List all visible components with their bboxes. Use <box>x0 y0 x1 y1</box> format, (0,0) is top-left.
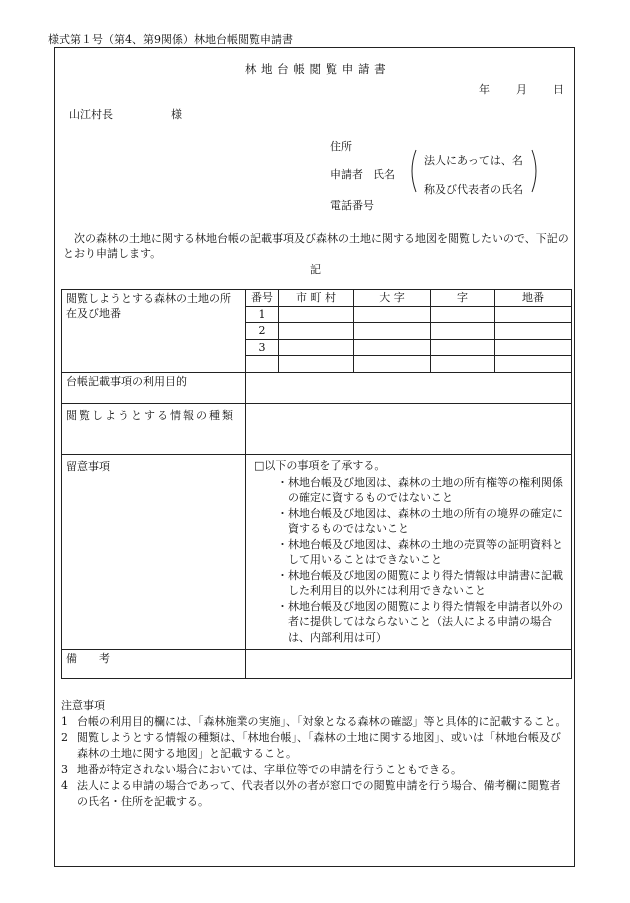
header-city: 市 町 村 <box>279 290 354 307</box>
note-item: ・林地台帳及び地図の閲覧により得た情報を申請者以外の者に提供してはならないこと（法人による申請の場合は、内部利用は可） <box>277 599 563 644</box>
oaza-field[interactable] <box>354 306 431 323</box>
corp-note-line-2: 称及び代表者の氏名 <box>424 183 523 196</box>
applicant-line <box>330 166 395 182</box>
header-oaza: 大 字 <box>354 290 431 307</box>
caution-item: 2 閲覧しようとする情報の種類は、「林地台帳」、「森林の土地に関する地図」、或いは「林地台帳及び森林の土地に関する地図」と記載すること。 <box>61 731 561 760</box>
remarks-label: 備 考 <box>62 650 246 679</box>
address-label: 住所 <box>330 140 352 153</box>
phone-label: 電話番号 <box>330 199 374 212</box>
ki-label: 記 <box>310 263 321 276</box>
application-form <box>54 47 575 867</box>
city-field[interactable] <box>279 356 354 373</box>
notes-list <box>246 455 572 650</box>
notes-label: 留意事項 <box>62 455 246 650</box>
year-label: 年 <box>479 83 490 96</box>
corp-note-line-1: 法人にあっては、名 <box>424 154 523 167</box>
purpose-field[interactable] <box>246 373 572 404</box>
day-label: 日 <box>553 83 564 96</box>
info-type-label: 閲覧しようとする情報の種類 <box>62 404 246 455</box>
request-statement: 次の森林の土地に関する林地台帳の記載事項及び森林の土地に関する地図を閲覧したいので、下記のとおり申請します。 <box>63 232 569 260</box>
row-number: 3 <box>246 339 279 356</box>
info-type-field[interactable] <box>246 404 572 455</box>
oaza-field[interactable] <box>354 356 431 373</box>
aza-field[interactable] <box>431 356 495 373</box>
oaza-field[interactable] <box>354 323 431 340</box>
note-item: ・林地台帳及び地図は、森林の土地の所有の境界の確定に資するものではないこと <box>277 506 563 535</box>
caution-item: 1 台帳の利用目的欄には、「森林施業の実施」、「対象となる森林の確認」等と具体的に記載すること。 <box>61 715 567 728</box>
cautions-title: 注意事項 <box>61 699 105 712</box>
name-label: 氏名 <box>373 168 395 181</box>
row-number <box>246 356 279 373</box>
addressee-name: 山江村長 <box>69 108 113 121</box>
chiban-field[interactable] <box>495 339 572 356</box>
city-field[interactable] <box>279 339 354 356</box>
agree-checkbox-line[interactable]: □以下の事項を了承する。 <box>254 459 386 472</box>
header-aza: 字 <box>431 290 495 307</box>
oaza-field[interactable] <box>354 339 431 356</box>
header-no: 番号 <box>246 290 279 307</box>
form-title: 林 地 台 帳 閲 覧 申 請 書 <box>244 62 387 76</box>
aza-field[interactable] <box>431 339 495 356</box>
city-field[interactable] <box>279 323 354 340</box>
location-label: 閲覧しようとする森林の土地の所在及び地番 <box>62 290 246 373</box>
applicant-label: 申請者 <box>330 168 363 181</box>
aza-field[interactable] <box>431 323 495 340</box>
note-item: ・林地台帳及び地図は、森林の土地の売買等の証明資料として用いることはできないこと <box>277 537 563 566</box>
purpose-label: 台帳記載事項の利用目的 <box>62 373 246 404</box>
date-line <box>479 81 564 97</box>
chiban-field[interactable] <box>495 306 572 323</box>
note-item: ・林地台帳及び地図の閲覧により得た情報は申請書に記載した利用目的以外には利用できないこと <box>277 568 563 597</box>
caution-item: 3 地番が特定されない場合においては、字単位等での申請を行うこともできる。 <box>61 763 462 776</box>
header-chiban: 地番 <box>495 290 572 307</box>
addressee-honorific: 様 <box>171 108 182 121</box>
application-table <box>61 289 572 679</box>
row-number: 1 <box>246 306 279 323</box>
form-caption: 様式第１号（第4、第9関係）林地台帳閲覧申請書 <box>48 33 293 46</box>
caution-item: 4 法人による申請の場合であって、代表者以外の者が窓口での閲覧申請を行う場合、備考欄に閲覧者の氏名・住所を記載する。 <box>61 779 561 808</box>
chiban-field[interactable] <box>495 323 572 340</box>
note-item: ・林地台帳及び地図は、森林の土地の所有権等の権利関係の確定に資するものではないこと <box>277 475 563 504</box>
city-field[interactable] <box>279 306 354 323</box>
row-number: 2 <box>246 323 279 340</box>
cautions <box>61 698 571 810</box>
chiban-field[interactable] <box>495 356 572 373</box>
addressee <box>69 106 182 122</box>
month-label: 月 <box>516 83 527 96</box>
remarks-field[interactable] <box>246 650 572 679</box>
aza-field[interactable] <box>431 306 495 323</box>
